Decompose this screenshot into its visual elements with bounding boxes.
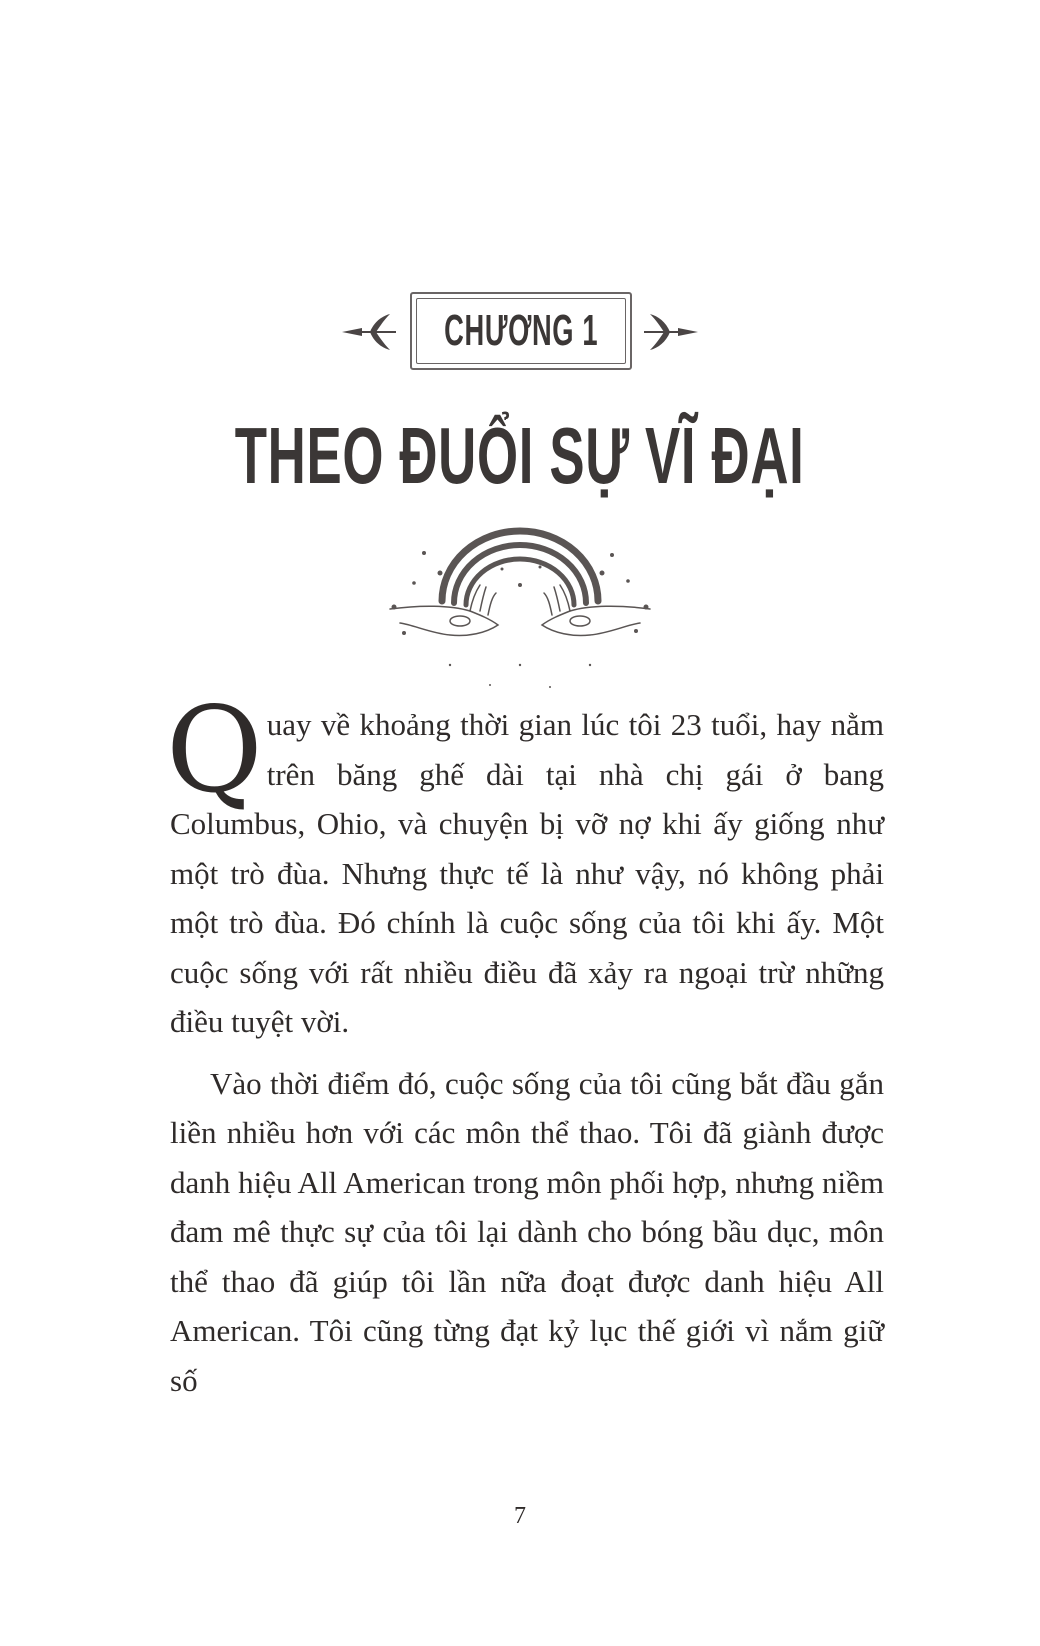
rainbow-hands-illustration-icon <box>380 515 660 705</box>
page-number: 7 <box>514 1503 526 1529</box>
chapter-header <box>340 288 700 384</box>
paragraph-1 <box>166 681 884 1047</box>
fleuron-right-icon <box>642 310 700 354</box>
drop-cap: Q <box>166 681 263 819</box>
paragraph-2: Vào thời điểm đó, cuộc sống của tôi cũng bắt đầu gắn liền nhiều hơn với các môn thể thao. Tôi đã giành được danh hiệu All American trong môn phối hợp, nhưng niềm đam mê thực sự của tôi lại dành cho bóng bầu dục, môn thể thao đã giúp tôi lần nữa đoạt được danh hiệu All American. Tôi cũng từng đạt kỷ lục thế giới vì nắm giữ số <box>170 1065 884 1398</box>
chapter-label-frame <box>410 292 632 370</box>
fleuron-left-icon <box>340 310 398 354</box>
body-text <box>166 681 884 1405</box>
chapter-label: CHƯƠNG 1 <box>444 306 598 355</box>
paragraph-1-text: uay về khoảng thời gian lúc tôi 23 tuổi, hay nằm trên băng ghế dài tại nhà chị gái ở bang Columbus, Ohio, và chuyện bị vỡ nợ khi ấy giống như một trò đùa. Nhưng thực tế là như vậy, nó không phải một trò đùa. Đó chính là cuộc sống của tôi khi ấy. Một cuộc sống với rất nhiều điều đã xảy ra ngoại trừ những điều tuyệt vời. <box>170 707 884 1039</box>
chapter-title: THEO ĐUỔI SỰ VĨ ĐẠI <box>235 411 805 500</box>
